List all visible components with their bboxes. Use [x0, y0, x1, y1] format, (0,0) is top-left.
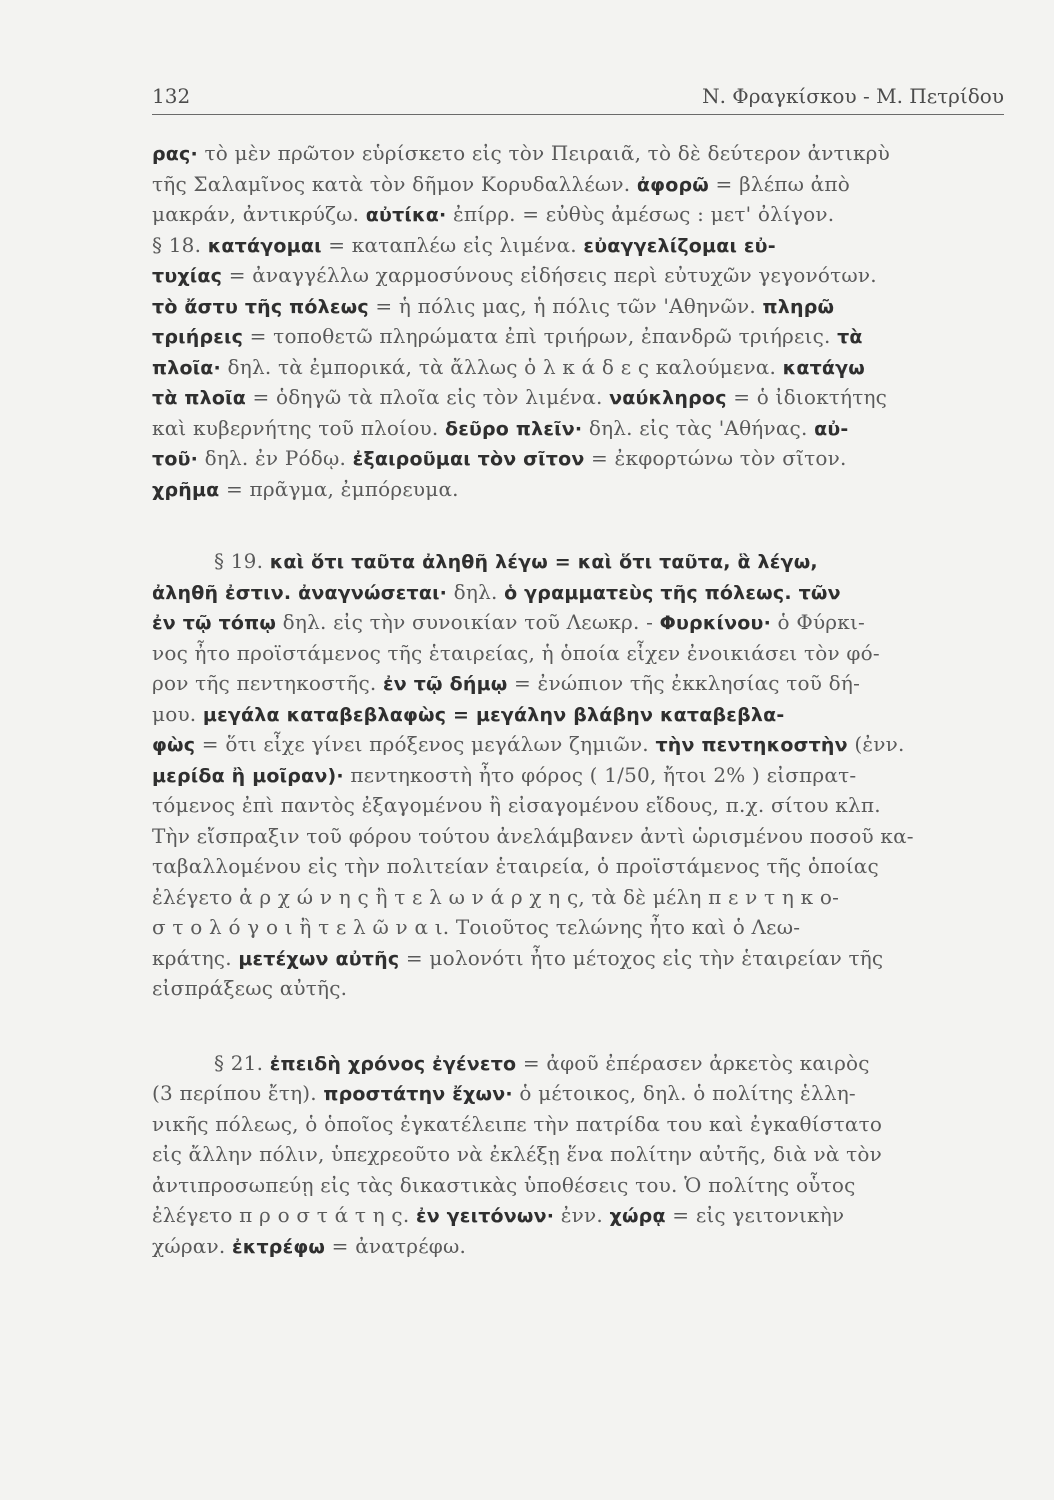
text-run: ρον τῆς πεντηκοστῆς.	[152, 671, 383, 695]
text-line	[152, 1200, 1004, 1231]
text-run: πεντηκοστὴ ἦτο φόρος ( 1/50, ἤτοι 2% ) εἰσπρατ-	[343, 762, 857, 787]
text-run: § 21.	[214, 1050, 270, 1075]
bold-lemma: αὐτίκα·	[365, 204, 447, 226]
text-run: = ἐνώπιον τῆς ἐκκλησίας τοῦ δή-	[507, 671, 861, 695]
bold-lemma: πλοῖα·	[152, 356, 221, 379]
bold-lemma: χρῆμα	[152, 478, 220, 501]
text-line	[152, 1231, 1004, 1262]
text-run: = ἀνατρέφω.	[325, 1233, 467, 1258]
text-run: ὁ Φύρκι-	[771, 610, 865, 634]
text-line	[152, 352, 1004, 383]
bold-lemma: καὶ ὅτι ταῦτα ἀληθῆ λέγω = καὶ ὅτι ταῦτα, ἃ λέγω,	[269, 551, 818, 573]
text-line	[152, 638, 1004, 669]
text-line	[152, 1170, 1004, 1201]
paragraph	[152, 546, 1004, 1004]
bold-lemma: Φυρκίνου·	[659, 612, 771, 634]
text-run: εἰς ἄλλην πόλιν, ὑπεχρεοῦτο νὰ ἐκλέξῃ ἕνα πολίτην αὐτῆς, διὰ νὰ τὸν	[152, 1142, 882, 1166]
text-run: = βλέπω ἀπὸ	[709, 171, 850, 196]
text-run: = ὁ ἰδιοκτήτης	[726, 385, 888, 409]
text-run: = εἰς γειτονικὴν	[665, 1203, 845, 1227]
text-run: τόμενος ἐπὶ παντὸς ἐξαγομένου ἢ εἰσαγομένου εἴδους, π.χ. σίτου κλπ.	[152, 793, 881, 817]
text-line	[152, 699, 1004, 730]
text-run: τὸ μὲν πρῶτον εὑρίσκετο εἰς τὸν Πειραιᾶ, τὸ δὲ δεύτερον ἀντικρὺ	[197, 141, 890, 165]
text-line	[152, 382, 1004, 413]
text-run: = πρᾶγμα, ἐμπόρευμα.	[219, 476, 459, 501]
text-line	[152, 577, 1004, 608]
text-run: § 18.	[152, 232, 208, 257]
text-run: τῆς Σαλαμῖνος κατὰ τὸν δῆμον Κορυδαλλέων.	[152, 171, 637, 196]
text-run: δηλ. ἐν Ρόδῳ.	[198, 446, 353, 470]
bold-lemma: αὐ-	[814, 417, 849, 440]
text-run: δηλ.	[447, 579, 505, 604]
text-run: Τὴν εἴσπραξιν τοῦ φόρου τούτου ἀνελάμβανεν ἀντὶ ὡρισμένου ποσοῦ κα-	[152, 823, 914, 848]
text-run: = ἐκφορτώνω τὸν σῖτον.	[584, 446, 847, 470]
text-line	[152, 1048, 1004, 1079]
text-line	[152, 1078, 1004, 1109]
text-run: κράτης.	[152, 945, 239, 970]
bold-lemma: μετέχων αὐτῆς	[238, 947, 400, 970]
bold-lemma: ἐν τῷ τόπῳ	[152, 612, 277, 634]
bold-lemma: τὰ	[837, 326, 863, 348]
text-line	[152, 821, 1004, 852]
text-run: ὁ μέτοικος, δηλ. ὁ πολίτης ἑλλη-	[512, 1081, 856, 1105]
bold-lemma: τὴν πεντηκοστὴν	[655, 734, 848, 756]
text-run: ταβαλλομένου εἰς τὴν πολιτείαν ἑταιρεία, ὁ προϊστάμενος τῆς ὁποίας	[152, 854, 879, 878]
paragraph	[152, 138, 1004, 504]
bold-lemma: ἐν τῷ δήμῳ	[383, 673, 508, 695]
text-run: ἀντιπροσωπεύῃ εἰς τὰς δικαστικὰς ὑποθέσεις του. Ὁ πολίτης οὗτος	[152, 1172, 856, 1197]
text-line	[152, 321, 1004, 352]
running-title: Ν. Φραγκίσκου - Μ. Πετρίδου	[702, 84, 1004, 108]
text-run: νικῆς πόλεως, ὁ ὁποῖος ἐγκατέλειπε τὴν πατρίδα του καὶ ἐγκαθίστατο	[152, 1111, 883, 1136]
page-header	[152, 78, 1004, 115]
text-run: = μολονότι ἦτο μέτοχος εἰς τὴν ἑταιρείαν τῆς	[399, 945, 884, 970]
bold-lemma: πληρῶ	[762, 295, 835, 318]
text-line	[152, 230, 1004, 261]
text-run: = ὁδηγῶ τὰ πλοῖα εἰς τὸν λιμένα.	[245, 385, 610, 409]
text-run: = καταπλέω εἰς λιμένα.	[321, 232, 584, 257]
text-run: = ἡ πόλις μας, ἡ πόλις τῶν 'Αθηνῶν.	[368, 293, 763, 318]
text-line	[152, 729, 1004, 760]
text-line	[152, 973, 1004, 1004]
text-line	[152, 474, 1004, 505]
text-run: (ἐνν.	[847, 732, 905, 756]
bold-lemma: φὼς	[152, 734, 196, 756]
bold-lemma: κατάγομαι	[207, 234, 322, 257]
bold-lemma: τοῦ·	[152, 448, 199, 470]
text-line	[152, 443, 1004, 474]
bold-lemma: ρας·	[152, 143, 198, 165]
text-run: μακράν, ἀντικρύζω.	[152, 202, 366, 226]
text-run: καὶ κυβερνήτης τοῦ πλοίου.	[152, 415, 445, 440]
text-run: μου.	[152, 701, 203, 726]
text-run: δηλ. εἰς τὴν συνοικίαν τοῦ Λεωκρ. -	[276, 610, 660, 634]
bold-lemma: ἐξαιροῦμαι τὸν σῖτον	[352, 448, 585, 470]
bold-lemma: εὐαγγελίζομαι εὐ-	[583, 234, 776, 257]
bold-lemma: τυχίας	[152, 265, 223, 287]
text-line	[152, 546, 1004, 577]
bold-lemma: ναύκληρος	[609, 387, 727, 409]
bold-lemma: δεῦρο πλεῖν·	[444, 417, 583, 440]
text-run: σ τ ο λ ό γ ο ι ἢ τ ε λ ῶ ν α ι. Τοιοῦτος τελώνης ἦτο καὶ ὁ Λεω-	[152, 915, 801, 939]
bold-lemma: χώρᾳ	[609, 1205, 666, 1227]
text-line	[152, 413, 1004, 444]
text-line	[152, 1139, 1004, 1170]
text-line	[152, 851, 1004, 882]
bold-lemma: μερίδα ἢ μοῖραν)·	[152, 764, 344, 787]
text-line	[152, 169, 1004, 200]
text-line	[152, 199, 1004, 230]
text-line	[152, 1109, 1004, 1140]
bold-lemma: τριήρεις	[152, 326, 244, 348]
text-run: δηλ. εἰς τὰς 'Αθήνας.	[582, 415, 815, 440]
text-line	[152, 882, 1004, 913]
text-line	[152, 291, 1004, 322]
text-line	[152, 138, 1004, 169]
bold-lemma: ὁ γραμματεὺς τῆς πόλεως. τῶν	[504, 581, 841, 604]
text-run: νος ἦτο προϊστάμενος τῆς ἑταιρείας, ἡ ὁποία εἶχεν ἐνοικιάσει τὸν φό-	[152, 640, 880, 665]
text-run: = ὅτι εἶχε γίνει πρόξενος μεγάλων ζημιῶν.	[195, 732, 656, 756]
text-run: ἐλέγετο ἀ ρ χ ώ ν η ς ἢ τ ε λ ω ν ά ρ χ η ς, τὰ δὲ μέλη π ε ν τ η κ ο-	[152, 884, 840, 909]
text-run: ἐνν.	[554, 1203, 610, 1227]
text-run: ἐλέγετο π ρ ο σ τ ά τ η ς.	[152, 1203, 416, 1227]
bold-lemma: ἀληθῆ ἐστιν. ἀναγνώσεται·	[152, 581, 448, 604]
bold-lemma: τὰ πλοῖα	[152, 387, 246, 409]
bold-lemma: κατάγω	[782, 356, 866, 379]
text-line	[152, 760, 1004, 791]
bold-lemma: ἀφορῶ	[636, 173, 709, 196]
text-run: δηλ. τὰ ἐμπορικά, τὰ ἄλλως ὁ λ κ ά δ ε ς καλούμενα.	[220, 354, 783, 379]
text-run: = ἀναγγέλλω χαρμοσύνους εἰδήσεις περὶ εὐτυχῶν γεγονότων.	[222, 263, 877, 287]
text-line	[152, 943, 1004, 974]
bold-lemma: ἐπειδὴ χρόνος ἐγένετο	[269, 1052, 517, 1075]
text-run: = τοποθετῶ πληρώματα ἐπὶ τριήρων, ἐπανδρῶ τριήρεις.	[243, 324, 838, 348]
text-line	[152, 607, 1004, 638]
text-line	[152, 260, 1004, 291]
text-run: (3 περίπου ἔτη).	[152, 1081, 324, 1105]
bold-lemma: προστάτην ἔχων·	[323, 1083, 513, 1105]
text-run: § 19.	[214, 549, 270, 573]
bold-lemma: ἐν γειτόνων·	[415, 1205, 555, 1227]
text-run: = ἀφοῦ ἐπέρασεν ἀρκετὸς καιρὸς	[516, 1050, 870, 1075]
paragraph	[152, 1048, 1004, 1262]
text-line	[152, 912, 1004, 943]
bold-lemma: μεγάλα καταβεβλαφὼς = μεγάλην βλάβην καταβεβλα-	[202, 703, 785, 726]
text-line	[152, 668, 1004, 699]
text-run: εἰσπράξεως αὐτῆς.	[152, 976, 348, 1000]
page-number: 132	[152, 84, 191, 108]
text-run: χώραν.	[152, 1233, 232, 1258]
bold-lemma: ἐκτρέφω	[231, 1235, 326, 1258]
text-line	[152, 790, 1004, 821]
bold-lemma: τὸ ἄστυ τῆς πόλεως	[152, 295, 369, 318]
text-run: ἐπίρρ. = εὐθὺς ἀμέσως : μετ' ὀλίγον.	[446, 202, 835, 226]
commentary-body	[152, 138, 1004, 1261]
